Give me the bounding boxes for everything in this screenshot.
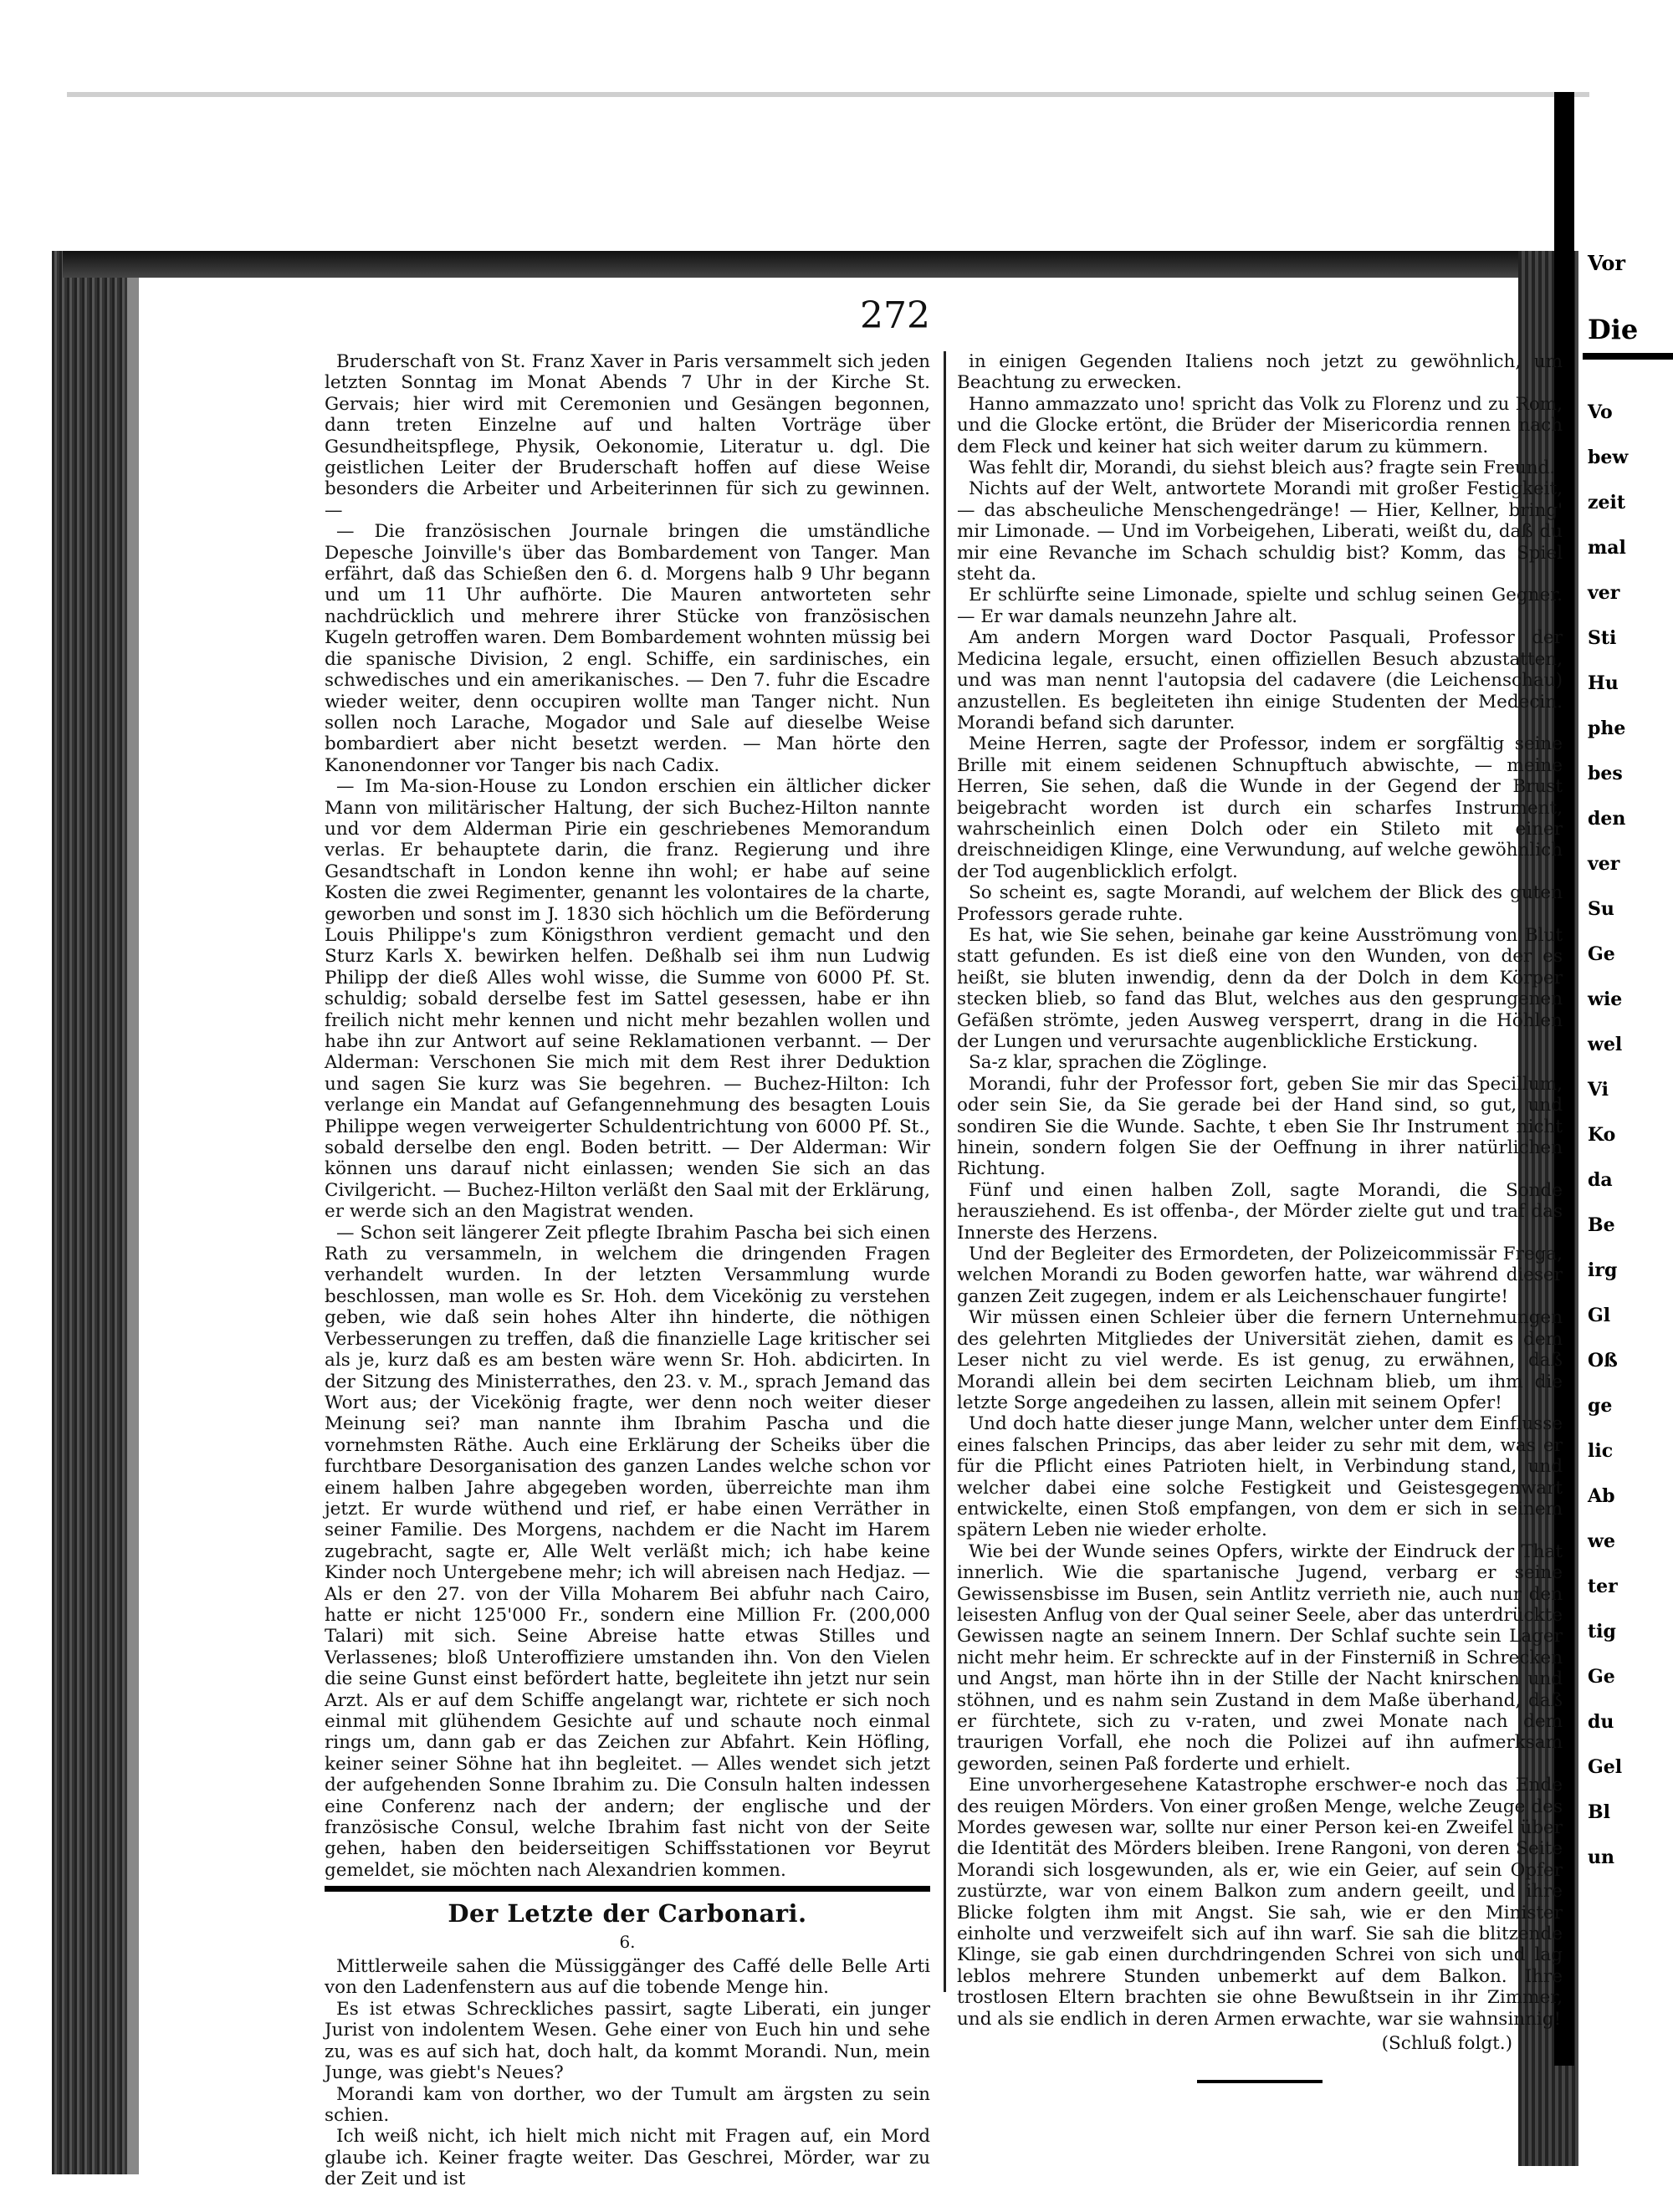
- facing-page-fragment: ver: [1588, 853, 1620, 875]
- story-paragraph: Meine Herren, sagte der Professor, indem er sorgfältig seine Brille mit einem seidenen Schnupftuch abwischte, — meine Herren, Sie sehen, daß die Wunde in der Gegend der Brust beigebracht worden ist durch ein scharfes Instrument, wahrscheinlich einen Dolch oder ein Stileto mit einer dreischneidigen Klinge, eine Verwundung, auf welche gewöhnlich der Tod augenblicklich erfolgt.: [957, 733, 1563, 882]
- story-paragraph: in einigen Gegenden Italiens noch jetzt zu gewöhnlich, um Beachtung zu erwecken.: [957, 351, 1563, 394]
- story-paragraph: Hanno ammazzato uno! spricht das Volk zu Florenz und zu Rom, und die Glocke ertönt, die Brüder der Misericordia rennen nach dem Fleck und keiner hat sich weiter darum zu kümmern.: [957, 393, 1563, 457]
- story-opening: [325, 1956, 930, 2189]
- facing-page-fragment: bew: [1588, 447, 1629, 468]
- facing-page-fragment: wie: [1588, 989, 1623, 1010]
- facing-page-fragment: Vo: [1588, 401, 1613, 423]
- facing-page-fragment: Bl: [1588, 1801, 1610, 1823]
- story-paragraph: Ich weiß nicht, ich hielt mich nicht mit Fragen auf, ein Mord glaube ich. Keiner fragte weiter. Das Geschrei, Mörder, war zu der Zeit und ist: [325, 2126, 930, 2190]
- story-paragraph: Morandi kam von dorther, wo der Tumult am ärgsten zu sein schien.: [325, 2083, 930, 2126]
- story-paragraph: Mittlerweile sahen die Müssiggänger des Caffé delle Belle Arti von den Ladenfenstern aus auf die tobende Menge hin.: [325, 1956, 930, 1999]
- left-news-items: [325, 351, 930, 1881]
- to-be-continued-note: (Schluß folgt.): [1381, 2033, 1512, 2055]
- story-paragraph: Fünf und einen halben Zoll, sagte Morandi, die Sonde herausziehend. Es ist offenba-, der Mörder zielte gut und traf das Innerste des Herzens.: [957, 1179, 1563, 1244]
- story-paragraph: Er schlürfte seine Limonade, spielte und schlug seinen Gegner. — Er war damals neunzehn Jahre alt.: [957, 585, 1563, 627]
- story-paragraph: Es ist etwas Schreckliches passirt, sagte Liberati, ein junger Jurist von indolentem Wesen. Gehe einer von Euch hin und sehe zu, was es auf sich hat, doch halt, da kommt Morandi. Nun, mein Junge, was giebt's Neues?: [325, 1998, 930, 2084]
- facing-page-fragment: un: [1588, 1847, 1614, 1868]
- facing-page-fragment: phe: [1588, 718, 1626, 739]
- facing-page-fragment: Hu: [1588, 672, 1619, 694]
- story-paragraph: Was fehlt dir, Morandi, du siehst bleich aus? fragte sein Freund.: [969, 457, 1556, 479]
- facing-page-fragment: Ab: [1588, 1485, 1615, 1507]
- facing-page-fragment: da: [1588, 1169, 1613, 1191]
- facing-page-fragment: Ge: [1588, 943, 1615, 965]
- facing-page-fragment: we: [1588, 1530, 1615, 1552]
- story-paragraph: Und doch hatte dieser junge Mann, welcher unter dem Einflusse eines falschen Princips, das aber leider zu sehr mit dem, was er für die Pflicht eines Patrioten hielt, in Verbindung stand, und welcher dabei eine solche Festigkeit und Geistesgegenwart entwickelte, einen Stoß empfangen, von dem er sich in seinem spätern Leben nie wieder erholte.: [957, 1413, 1563, 1541]
- story-paragraph: So scheint es, sagte Morandi, auf welchem der Blick des guten Professors gerade ruhte.: [957, 882, 1563, 925]
- left-column: [325, 351, 930, 2190]
- story-paragraph: Es hat, wie Sie sehen, beinahe gar keine Ausströmung von Blut statt gefunden. Es ist dieß eine von den Wunden, von der es heißt, sie bluten inwendig, denn da der Dolch in dem Körper stecken blieb, so fand das Blut, welches aus den gesprungenen Gefäßen strömte, jeden Ausweg versperrt, drang in die Höhlen der Lungen und verursachte augenblickliche Erstickung.: [957, 924, 1563, 1052]
- story-paragraph: Wie bei der Wunde seines Opfers, wirkte der Eindruck der That innerlich. Wie die spartanische Jugend, verbarg er seine Gewissensbisse im Busen, sein Antlitz verrieth nie, auch nur den leisesten Anflug von der Qual seiner Seele, aber das unterdrückte Gewissen nagte an seinem Innern. Der Schlaf suchte sein Lager nicht mehr heim. Er schreckte auf in der Finsterniß in Schrecken und Angst, man hörte ihn in der Stille der Nacht knirschen und stöhnen, und es nahm sein Zustand in dem Maße überhand, daß er fürchtete, sich zu v-raten, und zwei Monate nach dem traurigen Vorfall, ehe noch die Polizei auf ihn aufmerksam geworden, seinen Paß forderte und erhielt.: [957, 1540, 1563, 1775]
- facing-page-fragment: Oß: [1588, 1350, 1618, 1372]
- facing-page-fragment: tig: [1588, 1621, 1616, 1642]
- news-paragraph: — Die französischen Journale bringen die umständliche Depesche Joinville's über das Bombardement von Tanger. Man erfährt, daß das Schießen den 6. d. Morgens halb 9 Uhr begann und um 11 Uhr aufhörte. Die Mauren antworteten sehr nachdrücklich und mehrere ihrer Stücke von französischen Kugeln getroffen waren. Dem Bombardement wohnten müssig bei die spanische Division, 2 engl. Schiffe, ein sardinisches, ein schwedisches und ein amerikanisches. — Den 7. fuhr die Escadre wieder weiter, denn occupiren wollte man Tanger nicht. Nun sollen noch Larache, Mogador und Sale auf dieselbe Weise bombardiert aber nicht besetzt werden. — Man hörte den Kanonendonner vor Tanger bis nach Cadix.: [325, 521, 930, 776]
- chapter-number: 6.: [619, 1931, 636, 1952]
- facing-page-rule: [1583, 353, 1673, 360]
- facing-page-fragment: Su: [1588, 898, 1614, 920]
- right-column: [957, 351, 1563, 2083]
- column-divider: [944, 351, 946, 1992]
- facing-page-fragment: Die: [1588, 314, 1639, 345]
- facing-page-fragment: ver: [1588, 582, 1620, 604]
- story-paragraph: Wir müssen einen Schleier über die fernern Unternehmungen des gelehrten Mitgliedes der Universität ziehen, damit es dem Leser nicht zu viel werde. Es ist genug, zu erwähnen, daß Morandi allein bei dem secirten Leichnam blieb, um ihm die letzte Sorge angedeihen zu lassen, allein mit seinem Opfer!: [957, 1307, 1563, 1413]
- facing-page-fragment: bes: [1588, 763, 1623, 784]
- scan-border-top: [67, 92, 1589, 97]
- page-top-shadow: [63, 251, 1518, 278]
- story-continuation: [957, 351, 1563, 2030]
- news-paragraph: Bruderschaft von St. Franz Xaver in Paris versammelt sich jeden letzten Sonntag im Monat Abends 7 Uhr in der Kirche St. Gervais; hier wird mit Ceremonien und Gesängen begonnen, dann treten Einzelne auf und halten Vorträge über Gesundheitspflege, Physik, Oekonomie, Literatur u. dgl. Die geistlichen Leiter der Bruderschaft hoffen auf diese Weise besonders die Arbeiter und Arbeiterinnen für sich zu gewinnen. —: [325, 351, 930, 521]
- facing-page-fragment: zeit: [1588, 492, 1626, 513]
- story-paragraph: Und der Begleiter des Ermordeten, der Polizeicommissär Frega, welchen Morandi zu Boden geworfen hatte, war während dieser ganzen Zeit zugegen, indem er als Leichenschauer fungirte!: [957, 1244, 1563, 1307]
- page-number: 272: [860, 294, 930, 337]
- facing-page-fragment: Sti: [1588, 627, 1617, 649]
- story-paragraph: Am andern Morgen ward Doctor Pasquali, Professor der Medicina legale, ersucht, einen offiziellen Besuch abzustatten, und was man nennt l'autopsia del cadavere (die Leichenschau) anzustellen. Es begleiteten ihn einige Studenten der Medecin. Morandi befand sich darunter.: [957, 627, 1563, 733]
- story-paragraph: Eine unvorhergesehene Katastrophe erschwer-e noch das Ende des reuigen Mörders. Von einer großen Menge, welche Zeuge des Mordes gewesen war, sollte nur einer Person kei-en Zweifel über die Identität des Mörders bleiben. Irene Rangoni, von deren Seite Morandi sich losgewunden, als er, wie ein Geier, auf sein Opfer zustürzte, war von einem Balkon zum andern geeilt, und ihre Blicke folgten ihm mit Angst. Sie sah, wie er den Minister einholte und verzweifelt sich auf ihn warf. Sie sah die blitzende Klinge, sie gab einen durchdringenden Schrei von sich und lag leblos mehrere Stunden unbemerkt auf dem Balkon. Ihre trostlosen Eltern brachten sie ohne Bewußtsein in ihr Zimmer, und als sie endlich in deren Armen erwachte, war sie wahnsinnig!: [957, 1775, 1563, 2030]
- end-rule: [1197, 2080, 1323, 2083]
- section-title: Der Letzte der Carbonari.: [448, 1899, 807, 1928]
- section-divider: [325, 1886, 930, 1892]
- facing-page-fragment: du: [1588, 1711, 1614, 1733]
- facing-page-fragment: Ko: [1588, 1124, 1616, 1146]
- story-paragraph: Nichts auf der Welt, antwortete Morandi mit großer Festigkeit, — das abscheuliche Menschengedränge! — Hier, Kellner, bring' mir Limonade. — Und im Vorbeigehen, Liberati, weißt du, daß du mir eine Revanche im Schach schuldig bist? Komm, das Spiel steht da.: [957, 478, 1563, 585]
- book-binding-edge: [52, 251, 127, 2174]
- story-paragraph: Morandi, fuhr der Professor fort, geben Sie mir das Specillum, oder sein Sie, da Sie gerade bei der Hand sind, so gut, und sondiren Sie die Wunde. Sachte, t eben Sie Ihr Instrument nicht hinein, sondern folgen Sie der Oeffnung in ihrer natürlichen Richtung.: [957, 1073, 1563, 1180]
- facing-page-fragment: ge: [1588, 1395, 1613, 1417]
- story-paragraph: Sa-z klar, sprachen die Zöglinge.: [969, 1052, 1268, 1074]
- facing-page-fragment: wel: [1588, 1034, 1623, 1055]
- facing-page-fragment: den: [1588, 808, 1626, 830]
- news-paragraph: — Im Ma-sion-House zu London erschien ein ältlicher dicker Mann von militärischer Haltung, der sich Buchez-Hilton nannte und vor dem Alderman Pirie ein geschriebenes Memorandum verlas. Er behauptete darin, die franz. Regierung und ihre Gesandtschaft in London kenne ihn wohl; er habe auf seine Kosten die zwei Regimenter, genannt les volontaires de la charte, geworben und sonst im J. 1830 sich höchlich um die Beförderung Louis Philippe's zum Königsthron verdient gemacht und den Sturz Karls X. bewirken helfen. Deßhalb sei ihm nun Ludwig Philipp der dieß Alles wohl wisse, die Summe von 6000 Pf. St. schuldig; sobald derselbe fest im Sattel gesessen, habe er ihn freilich nicht mehr kennen und nicht mehr bezahlen wollen und habe ihn zur Antwort auf seine Reklamationen verbannt. — Der Alderman: Verschonen Sie mich mit dem Rest ihrer Deduktion und sagen Sie kurz was Sie begehren. — Buchez-Hilton: Ich verlange ein Mandat auf Gefangennehmung des besagten Louis Philippe wegen verweigerter Schuldentrichtung von 6000 Pf. St., sobald derselbe den engl. Boden betritt. — Der Alderman: Wir können uns darauf nicht einlassen; wenden Sie sich an das Civilgericht. — Buchez-Hilton verläßt den Saal mit der Erklärung, er werde sich an den Magistrat wenden.: [325, 776, 930, 1223]
- facing-page-fragment: Gl: [1588, 1305, 1611, 1326]
- facing-page-fragment: Ge: [1588, 1666, 1615, 1688]
- facing-page-fragment: irg: [1588, 1259, 1618, 1281]
- facing-page-fragment: Vor: [1588, 251, 1626, 275]
- facing-page-fragment: Vi: [1588, 1079, 1609, 1101]
- facing-page-fragment: ter: [1588, 1576, 1618, 1597]
- facing-page: [1583, 251, 1673, 2166]
- page-edge-shadow: [127, 251, 139, 2174]
- facing-page-fragment: Be: [1588, 1214, 1615, 1236]
- facing-page-fragment: Gel: [1588, 1756, 1623, 1778]
- facing-page-fragment: mal: [1588, 537, 1626, 559]
- facing-page-fragment: lic: [1588, 1440, 1614, 1462]
- news-paragraph: — Schon seit längerer Zeit pflegte Ibrahim Pascha bei sich einen Rath zu versammeln, in welchem die dringenden Fragen verhandelt wurden. In der letzten Versammlung wurde beschlossen, man wolle es Sr. Hoh. dem Vicekönig zu verstehen geben, wie daß sein hohes Alter ihn hinderte, die nöthigen Verbesserungen zu treffen, daß die finanzielle Lage kritischer sei als je, kurz daß es am besten wäre wenn Sr. Hoh. abdicirten. In der Sitzung des Ministerrathes, den 23. v. M., sprach Jemand das Wort aus; der Vicekönig fragte, wer denn noch weiter dieser Meinung sei? man nannte ihm Ibrahim Pascha und die vornehmsten Räthe. Auch eine Erklärung der Scheiks über die furchtbare Desorganisation des ganzen Landes welche schon vor einem halben Jahre abgegeben worden, überreichte man ihm jetzt. Er wurde wüthend und rief, er habe einen Verräther in seiner Familie. Des Morgens, nachdem er die Nacht im Harem zugebracht, sagte er, Alle Welt verläßt mich; ich habe keine Kinder noch Untergebene mehr; ich will abreisen nach Hedjaz. — Als er den 27. von der Villa Moharem Bei abfuhr nach Cairo, hatte er nicht 125'000 Fr., sondern eine Million Fr. (200,000 Talari) mit sich. Seine Abreise hatte etwas Stilles und Verlassenes; bloß Unteroffiziere umstanden ihn. Von den Vielen die seine Gunst einst befördert hatte, begleitete ihn jetzt nur sein Arzt. Als er auf dem Schiffe angelangt war, richtete er sich noch einmal mit glühendem Gesichte auf und schaute noch einmal rings um, dann gab er das Zeichen zur Abfahrt. Kein Höfling, keiner seiner Söhne hat ihn begleitet. — Alles wendet sich jetzt der aufgehenden Sonne Ibrahim zu. Die Consuln halten indessen eine Conferenz nach der andern; der englische und der französische Consul, welche Ibrahim fast nicht von der Seite gehen, haben den beiderseitigen Schiffsstationen vor Beyrut gemeldet, sie möchten nach Alexandrien kommen.: [325, 1222, 930, 1881]
